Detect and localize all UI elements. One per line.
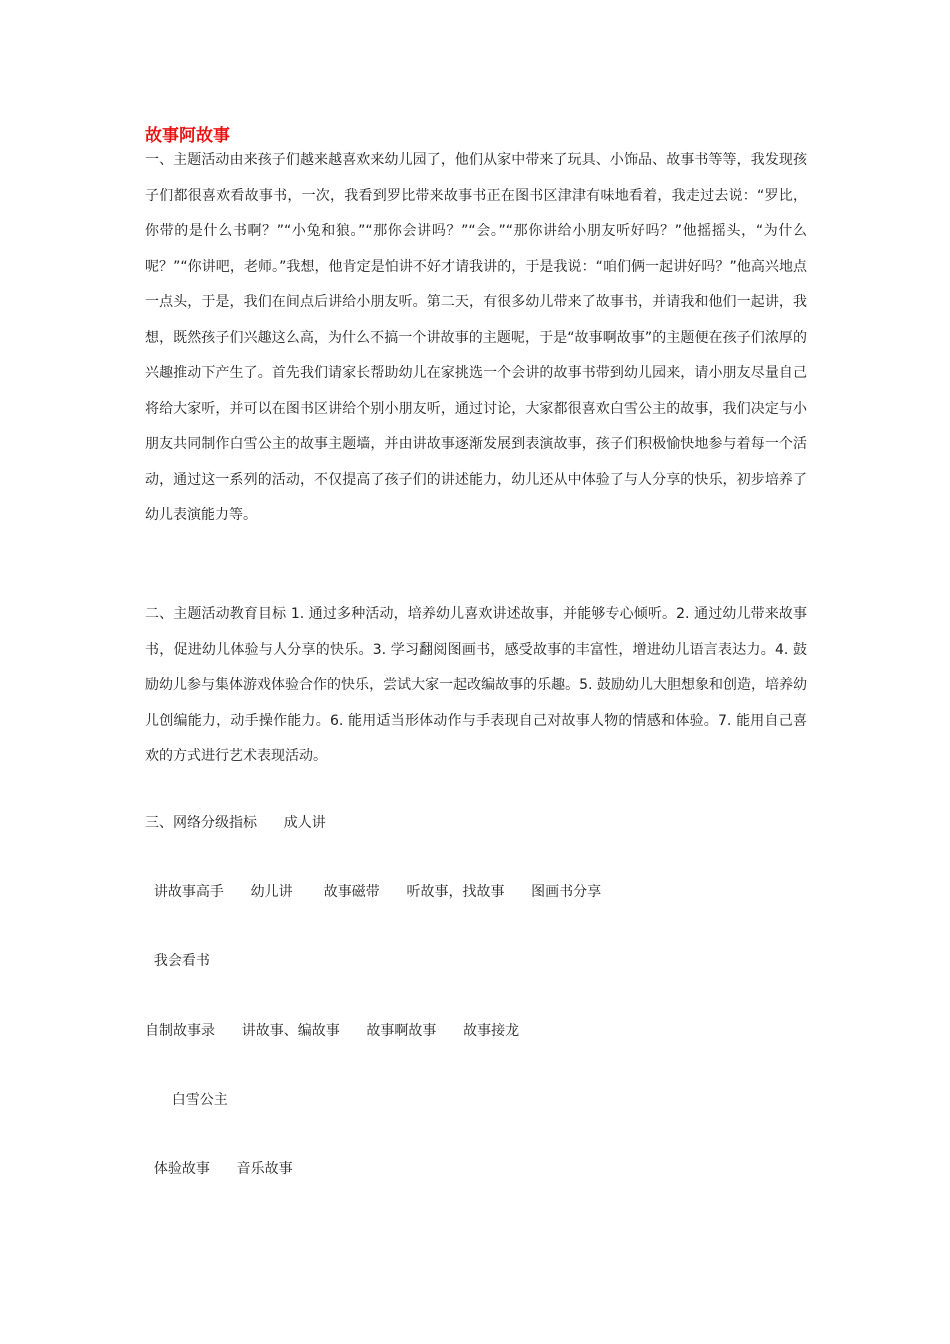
network-line-4: 白雪公主 [145, 1092, 228, 1108]
document-title: 故事阿故事 [145, 126, 230, 146]
network-line-1: 讲故事高手 幼儿讲 故事磁带 听故事，找故事 图画书分享 [145, 884, 602, 900]
paragraph-education-goals: 二、主题活动教育目标 1. 通过多种活动，培养幼儿喜欢讲述故事，并能够专心倾听。2. 通过幼儿带来故事书，促进幼儿体验与人分享的快乐。3. 学习翻阅图画书，感受故事的丰富性，增进幼儿语言表达力。4. 鼓励幼儿参与集体游戏体验合作的快乐，尝试大家一起改编故事的乐趣。5. 鼓励幼儿大胆想象和创造，培养幼儿创编能力，动手操作能力。6. 能用适当形体动作与手表现自己对故事人物的情感和体验。7. 能用自己喜欢的方式进行艺术表现活动。 [145, 606, 807, 764]
network-line-3: 自制故事录 讲故事、编故事 故事啊故事 故事接龙 [145, 1023, 520, 1039]
network-heading-line: 三、网络分级指标 成人讲 [145, 815, 326, 831]
network-line-2: 我会看书 [145, 953, 210, 969]
paragraph-theme-origin: 一、主题活动由来孩子们越来越喜欢来幼儿园了，他们从家中带来了玩具、小饰品、故事书等等，我发现孩子们都很喜欢看故事书，一次，我看到罗比带来故事书正在图书区津津有味地看着，我走过去说：“罗比，你带的是什么书啊？”“小兔和狼。”“那你会讲吗？”“会。”“那你讲给小朋友听好吗？”他摇摇头，“为什么呢？”“你讲吧，老师。”我想，他肯定是怕讲不好才请我讲的，于是我说：“咱们俩一起讲好吗？”他高兴地点一点头，于是，我们在间点后讲给小朋友听。第二天，有很多幼儿带来了故事书，并请我和他们一起讲，我想，既然孩子们兴趣这么高，为什么不搞一个讲故事的主题呢，于是“故事啊故事”的主题便在孩子们浓厚的兴趣推动下产生了。首先我们请家长帮助幼儿在家挑选一个会讲的故事书带到幼儿园来，请小朋友尽量自己将给大家听，并可以在图书区讲给个别小朋友听，通过讨论，大家都很喜欢白雪公主的故事，我们决定与小朋友共同制作白雪公主的故事主题墙，并由讲故事逐渐发展到表演故事，孩子们积极愉快地参与着每一个活动，通过这一系列的活动，不仅提高了孩子们的讲述能力，幼儿还从中体验了与人分享的快乐，初步培养了幼儿表演能力等。 [145, 152, 807, 523]
network-line-5: 体验故事 音乐故事 [145, 1161, 293, 1177]
